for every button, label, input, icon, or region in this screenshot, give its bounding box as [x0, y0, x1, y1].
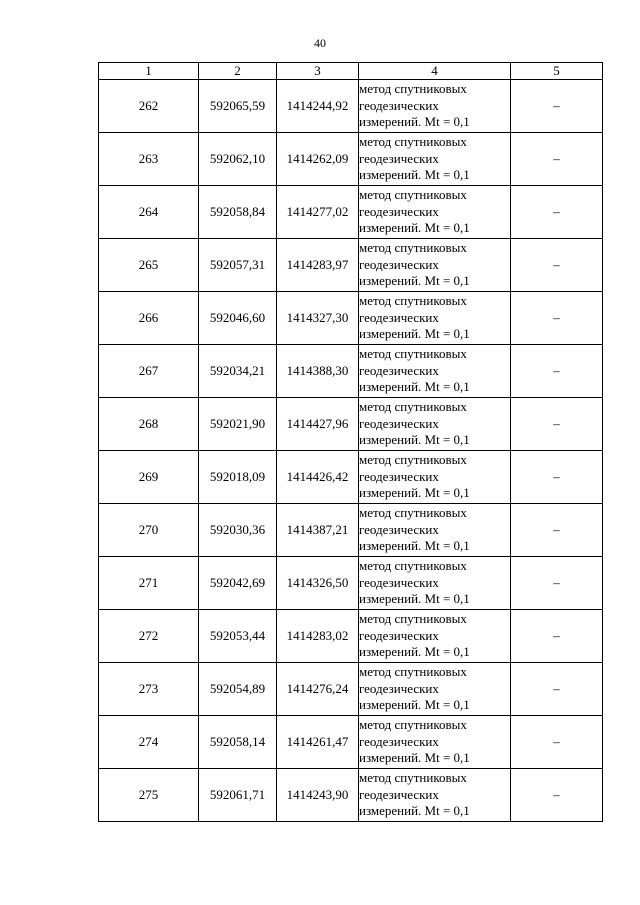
method-line: геодезических [359, 786, 439, 802]
table-row [99, 80, 603, 133]
method-line: метод спутниковых [359, 346, 467, 362]
point-number: 275 [99, 769, 199, 822]
coordinate-x: 592030,36 [199, 504, 277, 557]
coordinate-y: 1414283,97 [277, 239, 359, 292]
method-line: метод спутниковых [359, 452, 467, 468]
coordinate-x: 592061,71 [199, 769, 277, 822]
method-line: геодезических [359, 574, 439, 590]
table-row [99, 186, 603, 239]
coordinate-x: 592058,84 [199, 186, 277, 239]
method-line: измерений. Mt = 0,1 [359, 167, 470, 183]
method-line: измерений. Mt = 0,1 [359, 379, 470, 395]
point-number: 269 [99, 451, 199, 504]
table-row [99, 345, 603, 398]
method-description [359, 292, 511, 345]
coordinates-table [98, 62, 603, 822]
method-line: измерений. Mt = 0,1 [359, 803, 470, 819]
method-line: геодезических [359, 362, 439, 378]
method-line: измерений. Mt = 0,1 [359, 432, 470, 448]
table-row [99, 716, 603, 769]
point-number: 270 [99, 504, 199, 557]
coordinate-y: 1414276,24 [277, 663, 359, 716]
coordinate-x: 592054,89 [199, 663, 277, 716]
table-row [99, 769, 603, 822]
coordinate-x: 592062,10 [199, 133, 277, 186]
method-line: метод спутниковых [359, 770, 467, 786]
point-number: 268 [99, 398, 199, 451]
method-description [359, 451, 511, 504]
method-line: измерений. Mt = 0,1 [359, 220, 470, 236]
method-line: метод спутниковых [359, 134, 467, 150]
method-description [359, 557, 511, 610]
note-dash: – [511, 133, 603, 186]
note-dash: – [511, 398, 603, 451]
method-line: геодезических [359, 203, 439, 219]
method-line: измерений. Mt = 0,1 [359, 644, 470, 660]
coordinate-x: 592018,09 [199, 451, 277, 504]
note-dash: – [511, 80, 603, 133]
method-description [359, 663, 511, 716]
note-dash: – [511, 186, 603, 239]
coordinate-y: 1414243,90 [277, 769, 359, 822]
coordinate-x: 592065,59 [199, 80, 277, 133]
method-line: измерений. Mt = 0,1 [359, 750, 470, 766]
method-line: геодезических [359, 468, 439, 484]
method-line: метод спутниковых [359, 717, 467, 733]
coordinate-x: 592034,21 [199, 345, 277, 398]
coordinate-y: 1414388,30 [277, 345, 359, 398]
coordinate-x: 592057,31 [199, 239, 277, 292]
table-row [99, 292, 603, 345]
method-line: метод спутниковых [359, 187, 467, 203]
method-line: измерений. Mt = 0,1 [359, 485, 470, 501]
table-row [99, 239, 603, 292]
method-line: геодезических [359, 680, 439, 696]
method-line: измерений. Mt = 0,1 [359, 114, 470, 130]
method-line: геодезических [359, 97, 439, 113]
coordinate-x: 592046,60 [199, 292, 277, 345]
coordinate-x: 592021,90 [199, 398, 277, 451]
method-line: измерений. Mt = 0,1 [359, 591, 470, 607]
coordinate-y: 1414277,02 [277, 186, 359, 239]
table-body [99, 80, 603, 822]
note-dash: – [511, 769, 603, 822]
method-description [359, 610, 511, 663]
method-description [359, 133, 511, 186]
point-number: 263 [99, 133, 199, 186]
note-dash: – [511, 716, 603, 769]
method-line: геодезических [359, 309, 439, 325]
method-line: геодезических [359, 256, 439, 272]
column-header-method: 4 [359, 63, 511, 80]
note-dash: – [511, 292, 603, 345]
page-number: 40 [314, 36, 326, 50]
method-line: геодезических [359, 627, 439, 643]
coordinate-y: 1414262,09 [277, 133, 359, 186]
method-line: метод спутниковых [359, 81, 467, 97]
note-dash: – [511, 345, 603, 398]
coordinate-x: 592042,69 [199, 557, 277, 610]
method-description [359, 345, 511, 398]
coordinate-y: 1414283,02 [277, 610, 359, 663]
method-description [359, 504, 511, 557]
note-dash: – [511, 451, 603, 504]
coordinate-x: 592053,44 [199, 610, 277, 663]
coordinate-y: 1414426,42 [277, 451, 359, 504]
note-dash: – [511, 663, 603, 716]
point-number: 272 [99, 610, 199, 663]
coordinate-y: 1414327,30 [277, 292, 359, 345]
point-number: 266 [99, 292, 199, 345]
note-dash: – [511, 610, 603, 663]
table-row [99, 451, 603, 504]
method-line: измерений. Mt = 0,1 [359, 273, 470, 289]
coordinate-y: 1414326,50 [277, 557, 359, 610]
method-description [359, 398, 511, 451]
point-number: 264 [99, 186, 199, 239]
table-row [99, 504, 603, 557]
point-number: 271 [99, 557, 199, 610]
point-number: 262 [99, 80, 199, 133]
method-line: метод спутниковых [359, 611, 467, 627]
coordinate-y: 1414261,47 [277, 716, 359, 769]
method-line: измерений. Mt = 0,1 [359, 326, 470, 342]
method-line: геодезических [359, 733, 439, 749]
method-line: геодезических [359, 150, 439, 166]
table-row [99, 557, 603, 610]
table-row [99, 398, 603, 451]
method-line: геодезических [359, 415, 439, 431]
method-line: геодезических [359, 521, 439, 537]
coordinate-y: 1414427,96 [277, 398, 359, 451]
method-line: метод спутниковых [359, 558, 467, 574]
note-dash: – [511, 504, 603, 557]
column-header-y: 3 [277, 63, 359, 80]
method-description [359, 80, 511, 133]
column-header-x: 2 [199, 63, 277, 80]
method-description [359, 716, 511, 769]
table-row [99, 133, 603, 186]
column-header-number: 1 [99, 63, 199, 80]
note-dash: – [511, 557, 603, 610]
table-row [99, 610, 603, 663]
method-line: измерений. Mt = 0,1 [359, 538, 470, 554]
method-line: метод спутниковых [359, 664, 467, 680]
method-line: метод спутниковых [359, 293, 467, 309]
column-header-note: 5 [511, 63, 603, 80]
point-number: 273 [99, 663, 199, 716]
point-number: 265 [99, 239, 199, 292]
method-description [359, 769, 511, 822]
coordinate-y: 1414244,92 [277, 80, 359, 133]
point-number: 267 [99, 345, 199, 398]
point-number: 274 [99, 716, 199, 769]
coordinate-y: 1414387,21 [277, 504, 359, 557]
table-row [99, 663, 603, 716]
table-header-row [99, 63, 603, 80]
method-line: измерений. Mt = 0,1 [359, 697, 470, 713]
method-line: метод спутниковых [359, 399, 467, 415]
coordinate-x: 592058,14 [199, 716, 277, 769]
method-line: метод спутниковых [359, 505, 467, 521]
method-description [359, 186, 511, 239]
note-dash: – [511, 239, 603, 292]
method-description [359, 239, 511, 292]
method-line: метод спутниковых [359, 240, 467, 256]
